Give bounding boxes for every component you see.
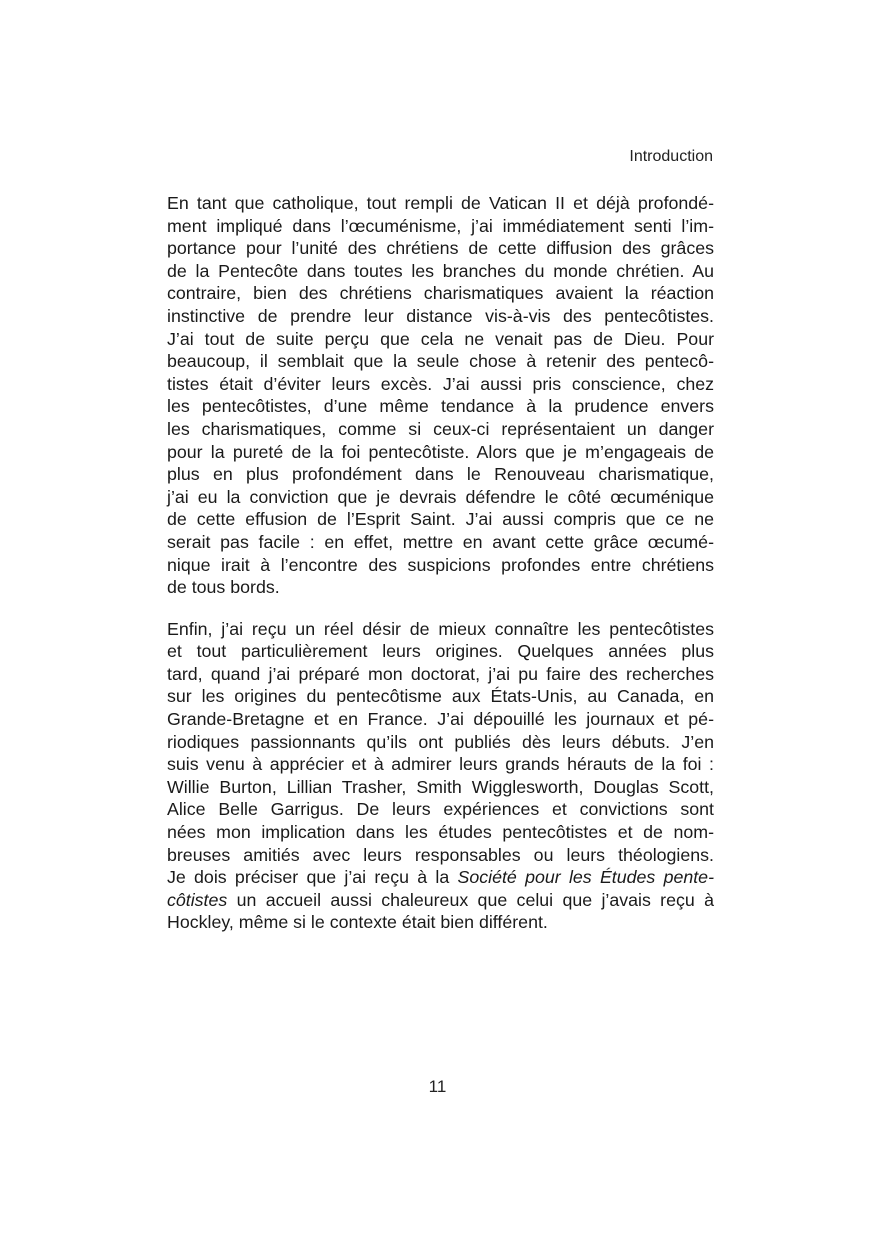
text-line: nées mon implication dans les études pentecôtistes et de nom- (167, 822, 714, 843)
text-line: les pentecôtistes, d’une même tendance à la prudence envers (167, 396, 714, 417)
text-line: portance pour l’unité des chrétiens de cette diffusion des grâces (167, 238, 714, 259)
text-line: ment impliqué dans l’œcuménisme, j’ai immédiatement senti l’im- (167, 215, 714, 236)
text-line: riodiques passionnants qu’ils ont publiés dès leurs débuts. J’en (167, 731, 714, 752)
text-run: Je dois préciser que j’ai reçu à la (167, 867, 458, 888)
text-line-with-italic (167, 889, 714, 912)
italic-title: côtistes (167, 889, 228, 910)
text-line: sur les origines du pentecôtisme aux États-Unis, au Canada, en (167, 686, 714, 707)
paragraph-2 (167, 618, 714, 934)
text-line: et tout particulièrement leurs origines. Quelques années plus (167, 641, 714, 662)
text-line: breuses amitiés avec leurs responsables ou leurs théologiens. (167, 844, 714, 865)
text-line: En tant que catholique, tout rempli de Vatican II et déjà profondé- (167, 193, 714, 213)
text-line: Grande-Bretagne et en France. J’ai dépouillé les journaux et pé- (167, 709, 714, 730)
text-line: instinctive de prendre leur distance vis-à-vis des pentecôtistes. (167, 305, 714, 326)
text-line: de tous bords. (167, 577, 280, 598)
text-line: tistes était d’éviter leurs excès. J’ai aussi pris conscience, chez (167, 373, 714, 394)
text-line: J’ai tout de suite perçu que cela ne venait pas de Dieu. Pour (167, 328, 714, 349)
text-line: serait pas facile : en effet, mettre en avant cette grâce œcumé- (167, 531, 714, 552)
italic-title: Société pour les Études pente- (457, 867, 714, 888)
text-line: suis venu à apprécier et à admirer leurs grands hérauts de la foi : (167, 754, 714, 775)
text-line-with-italic (167, 866, 714, 889)
text-line: Alice Belle Garrigus. De leurs expériences et convictions sont (167, 799, 714, 820)
text-line: Hockley, même si le contexte était bien différent. (167, 912, 548, 933)
body-text (167, 192, 714, 934)
running-header: Introduction (629, 148, 713, 165)
text-run: un accueil aussi chaleureux que celui que j’avais reçu à (227, 889, 714, 910)
text-line: Willie Burton, Lillian Trasher, Smith Wigglesworth, Douglas Scott, (167, 776, 714, 797)
text-line: nique irait à l’encontre des suspicions profondes entre chrétiens (167, 554, 714, 575)
text-line: contraire, bien des chrétiens charismatiques avaient la réaction (167, 283, 714, 304)
text-line: de la Pentecôte dans toutes les branches du monde chrétien. Au (167, 260, 714, 281)
text-line: beaucoup, il semblait que la seule chose à retenir des pentecô- (167, 351, 714, 372)
text-line: de cette effusion de l’Esprit Saint. J’ai aussi compris que ce ne (167, 509, 714, 530)
text-line: les charismatiques, comme si ceux-ci représentaient un danger (167, 418, 714, 439)
text-line: j’ai eu la conviction que je devrais défendre le côté œcuménique (167, 486, 714, 507)
page-number: 11 (428, 1077, 447, 1096)
text-line: pour la pureté de la foi pentecôtiste. Alors que je m’engageais de (167, 441, 714, 462)
paragraph-1 (167, 192, 714, 599)
text-line: Enfin, j’ai reçu un réel désir de mieux connaître les pentecôtistes (167, 618, 714, 639)
text-line: plus en plus profondément dans le Renouveau charismatique, (167, 464, 714, 485)
text-line: tard, quand j’ai préparé mon doctorat, j’ai pu faire des recherches (167, 663, 714, 684)
